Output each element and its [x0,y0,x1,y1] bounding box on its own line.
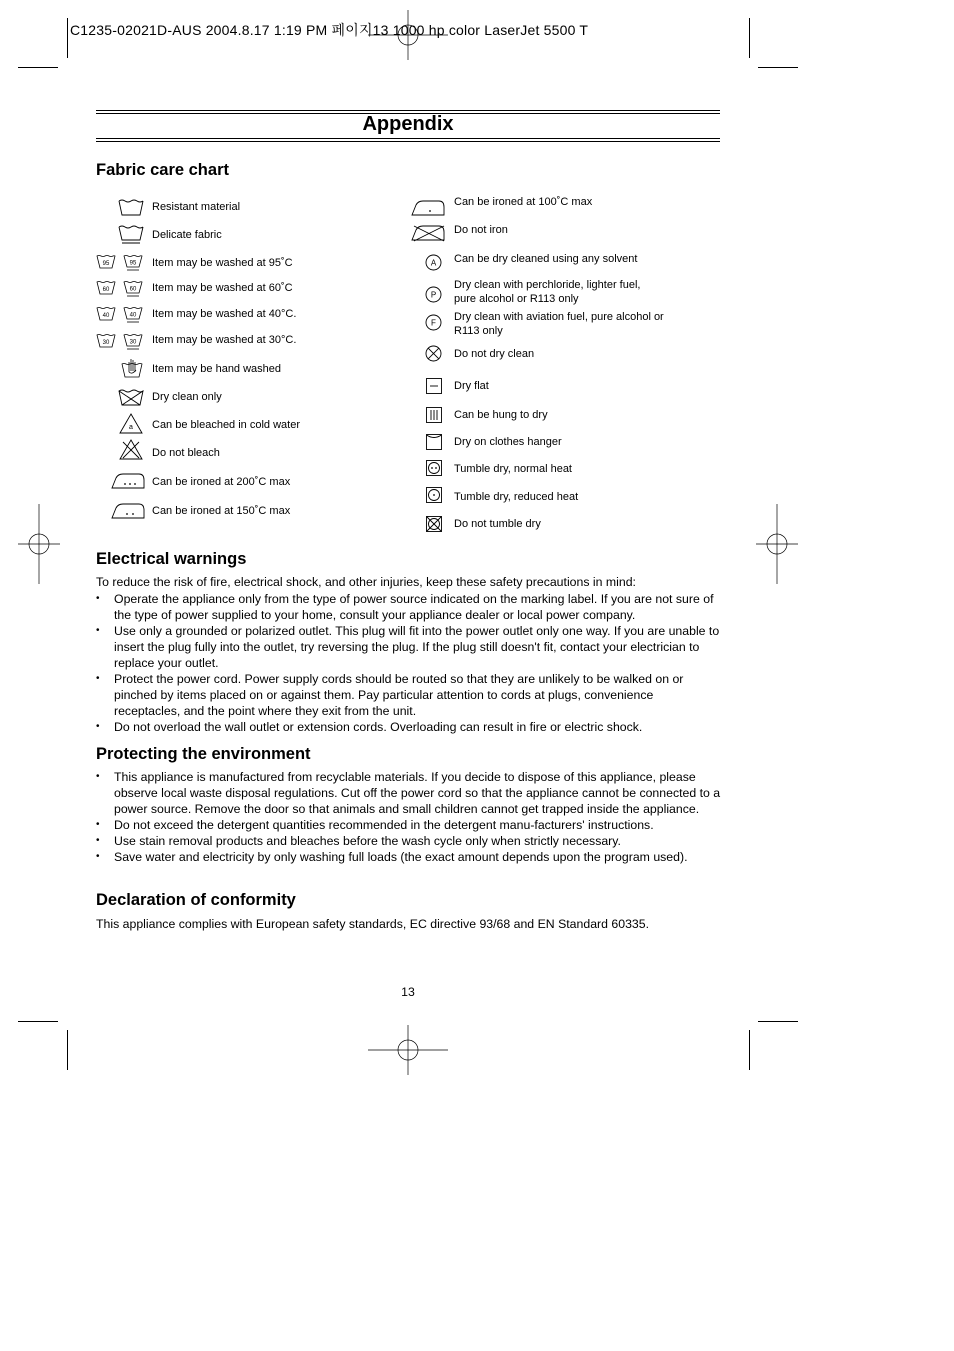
care-label: Can be ironed at 200˚C max [152,476,291,488]
list-item: • This appliance is manufactured from recyclable materials. If you decide to dispose of this appliance, please observe local waste disposal regulations. Cut off the power cord so that the appliance cannot be connected to a power source. Remove the door so that animals and small children cannot get trapped inside the appliance. [96,769,721,817]
hang-dry-icon [426,407,442,423]
electrical-intro: To reduce the risk of fire, electrical shock, and other injuries, keep these safety precautions in mind: [96,575,636,589]
electrical-list [96,591,721,735]
wash-30-icon [96,333,116,348]
do-not-tumble-icon [426,516,442,532]
crop-mark [758,67,798,68]
care-label: Do not iron [454,224,508,236]
svg-text:F: F [431,318,436,328]
svg-text:P: P [430,290,437,300]
svg-text:40: 40 [129,312,137,319]
dry-clean-only-icon [118,388,144,406]
conformity-text: This appliance complies with European safety standards, EC directive 93/68 and EN Standard 60335. [96,917,649,931]
wash-95-icon [123,254,143,271]
clothes-hanger-icon [426,434,442,450]
svg-text:95: 95 [129,260,137,267]
care-label: Item may be washed at 30°C. [152,334,297,346]
dry-clean-a-icon [425,254,442,271]
page-number: 13 [401,985,415,999]
title-rule [96,138,720,139]
care-label: Do not tumble dry [454,518,541,530]
list-item: • Use stain removal products and bleaches before the wash cycle only when strictly necessary. [96,833,721,849]
environment-list [96,769,721,865]
svg-text:95: 95 [102,261,110,267]
do-not-bleach-icon [119,439,143,460]
care-label: Resistant material [152,201,241,213]
care-label: Can be ironed at 100˚C max [454,196,593,208]
crop-mark [18,1021,58,1022]
dry-clean-p-icon [425,286,442,303]
wash-30-icon [123,333,143,350]
wash-60-icon [123,280,143,297]
wash-95-icon [96,254,116,269]
environment-heading: Protecting the environment [96,745,311,763]
list-item: • Protect the power cord. Power supply cords should be routed so that they are unlikely to be walked on or pinched by items placed on or against them. Pay particular attention to cords at plugs, convenience receptacles, and the point where they exit from the unit. [96,671,721,719]
wash-40-icon [96,306,116,321]
svg-text:60: 60 [129,286,137,293]
care-label: Dry flat [454,380,489,392]
care-label: Tumble dry, reduced heat [454,491,579,503]
tumble-reduced-icon [426,487,442,503]
wash-40-icon [123,306,143,323]
washtub-gentle-icon [118,224,144,244]
svg-text:30: 30 [102,340,110,346]
svg-text:60: 60 [102,287,110,293]
washtub-icon [118,198,144,216]
care-label: Dry clean with perchloride, lighter fuel, [454,279,641,291]
care-label: Item may be hand washed [152,363,282,375]
care-label: Can be hung to dry [454,409,548,421]
care-label: Can be dry cleaned using any solvent [454,253,638,265]
care-label: R113 only [454,325,503,337]
iron-medium-icon [111,503,145,519]
bleach-icon [119,413,143,434]
svg-text:40: 40 [102,313,110,319]
care-label: Can be bleached in cold water [152,419,300,431]
care-label: pure alcohol or R113 only [454,293,579,305]
list-item: • Use only a grounded or polarized outlet. This plug will fit into the power outlet only one way. If you are unable to insert the plug fully into the outlet, try reversing the plug. If the plug still doesn't fit, contact your electrician to replace your outlet. [96,623,721,671]
care-label: Do not bleach [152,447,220,459]
title-rule [96,110,720,111]
wash-60-icon [96,280,116,295]
list-item: • Save water and electricity by only washing full loads (the exact amount depends upon the program used). [96,849,721,865]
list-item: • Operate the appliance only from the type of power source indicated on the marking label. If you are not sure of the type of power supplied to your home, consult your appliance dealer or local power company. [96,591,721,623]
care-label: Dry clean only [152,391,222,403]
do-not-dry-clean-icon [425,345,442,362]
care-label: Can be ironed at 150˚C max [152,505,291,517]
list-item: • Do not exceed the detergent quantities recommended in the detergent manu-facturers' instructions. [96,817,721,833]
crop-mark [749,18,750,58]
dry-flat-icon [426,378,442,394]
registration-mark-icon [756,504,798,584]
care-label: Delicate fabric [152,229,222,241]
crop-mark [67,1030,68,1070]
crop-mark [67,18,68,58]
care-label: Dry clean with aviation fuel, pure alcohol or [454,311,664,323]
care-label: Item may be washed at 60˚C [152,282,293,294]
crop-mark [758,1021,798,1022]
svg-text:a: a [129,424,133,431]
list-item: • Do not overload the wall outlet or extension cords. Overloading can result in fire or electric shock. [96,719,721,735]
care-label: Item may be washed at 95˚C [152,257,293,269]
title-rule [96,141,720,142]
iron-high-icon [111,473,145,489]
registration-mark-icon [368,10,448,60]
electrical-heading: Electrical warnings [96,550,247,568]
care-label: Do not dry clean [454,348,535,360]
hand-wash-icon [121,358,143,378]
registration-mark-icon [368,1025,448,1075]
care-label: Item may be washed at 40°C. [152,308,297,320]
conformity-heading: Declaration of conformity [96,891,296,909]
registration-mark-icon [18,504,60,584]
iron-low-icon [411,200,445,216]
tumble-normal-icon [426,460,442,476]
svg-text:30: 30 [129,339,137,346]
svg-text:A: A [430,258,437,268]
dry-clean-f-icon [425,314,442,331]
print-header: C1235-02021D-AUS 2004.8.17 1:19 PM 페이지13 1000 hp color LaserJet 5500 T [70,22,589,38]
fabric-care-heading: Fabric care chart [96,161,229,179]
do-not-iron-icon [411,225,445,242]
crop-mark [18,67,58,68]
care-label: Tumble dry, normal heat [454,463,572,475]
page-title: Appendix [362,113,454,135]
crop-mark [749,1030,750,1070]
care-label: Dry on clothes hanger [454,436,562,448]
